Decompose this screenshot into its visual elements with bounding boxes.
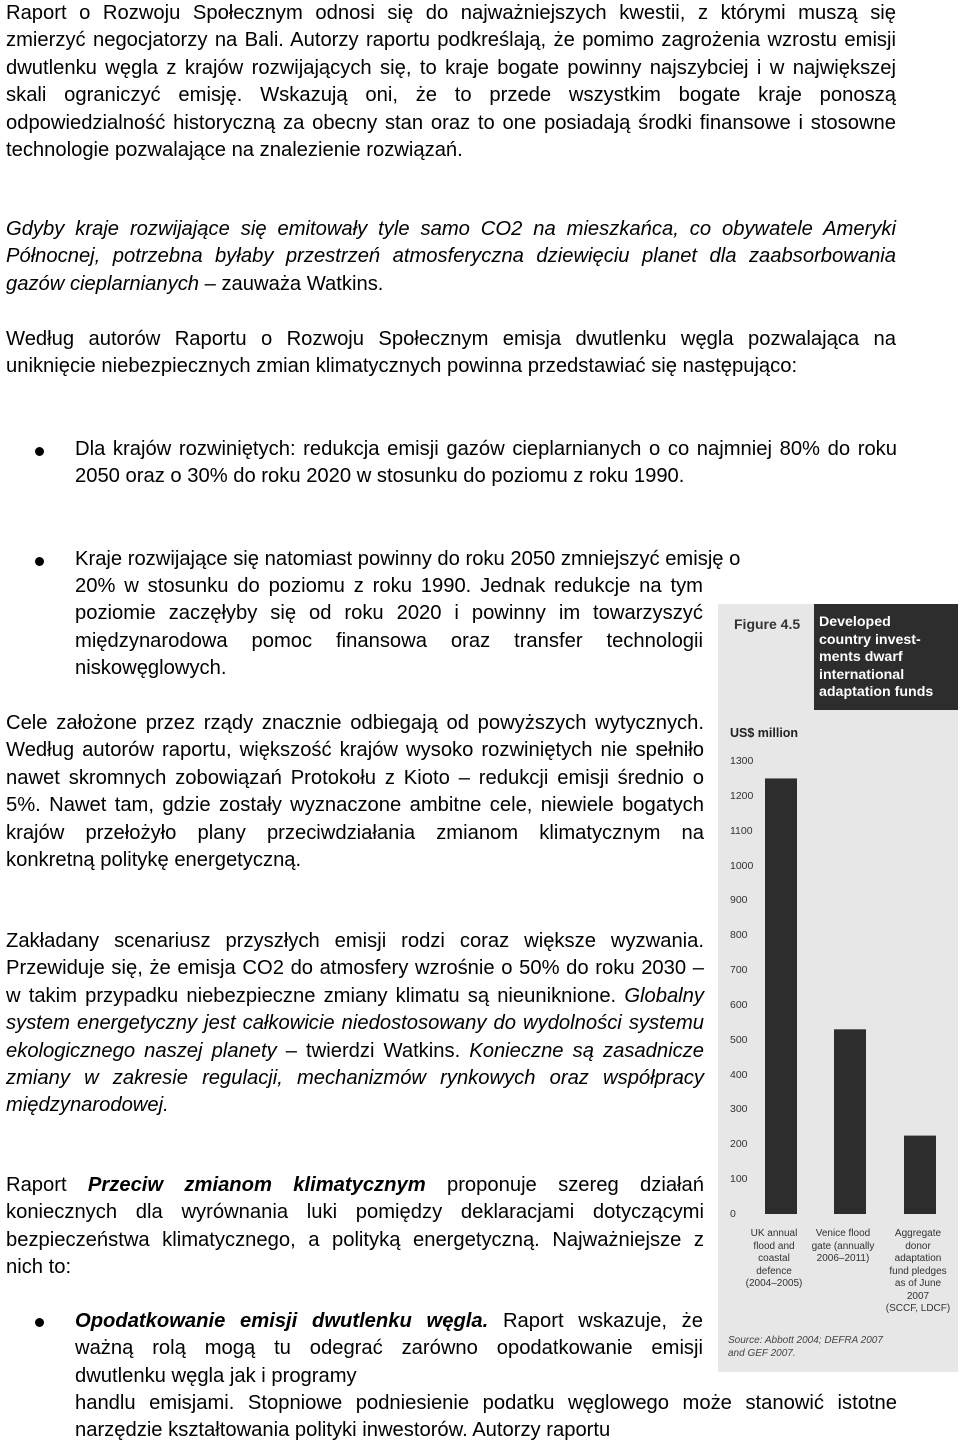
bullet-dot [35, 447, 44, 456]
y-tick-label: 300 [730, 1103, 748, 1116]
paragraph-watkins-quote [6, 216, 896, 298]
figure-title-line: ments dwarf [819, 649, 903, 665]
category-label-1 [734, 1228, 814, 1291]
paragraph-government-targets: Cele założone przez rządy znacznie odbiegają od powyższych wytycznych. Według autorów raportu, większość krajów wysoko rozwiniętych nie spełniło nawet skromnych zobowiązań Protokołu z Kioto – redukcji emisji średnio o 5%. Nawet tam, gdzie zostały wyznaczone ambitne cele, niewiele bogatych krajów przełożyło plany przeciwdziałania zmianom klimatycznym na konkretną politykę energetyczną. [6, 712, 704, 872]
watkins-attribution: – twierdzi Watkins. [276, 1039, 470, 1062]
category-label-line: defence [756, 1265, 792, 1277]
source-line: and GEF 2007. [728, 1348, 796, 1359]
energy-system-quote: Globalny system energetyczny jest całkowicie niedostosowany do wydolności systemu ekologicznego naszej planety [6, 984, 704, 1062]
category-label-line: UK annual [750, 1228, 798, 1239]
paragraph-report-proposals [6, 1172, 704, 1282]
y-tick-label: 900 [730, 894, 748, 907]
bullet-carbon-tax-continued: handlu emisjami. Stopniowe podniesienie podatku węglowego może stanowić istotne narzędzie kształtowania polityki inwestorów. Autorzy raportu [75, 1392, 897, 1442]
category-label-line: coastal [758, 1253, 790, 1264]
bullet-developing-countries-line1: Kraje rozwijające się natomiast powinny do roku 2050 zmniejszyć emisję o [75, 548, 741, 570]
y-tick-label: 0 [730, 1208, 736, 1220]
source-line: Source: Abbott 2004; DEFRA 2007 [728, 1335, 883, 1346]
report-proposals-end: proponuje szereg działań koniecznych dla wyrównania luki pomiędzy deklaracjami dotyczącymi bezpieczeństwa klimatycznego, a polityką energetyczną. Najważniejsze z nich to: [6, 1174, 704, 1279]
paragraph-emission-targets-intro: Według autorów Raportu o Rozwoju Społecznym emisja dwutlenku węgla pozwalająca na uniknięcie niebezpiecznych zmian klimatycznych powinna przedstawiać się następująco: [6, 328, 896, 378]
figure-title-line: Developed [819, 614, 891, 630]
category-label-line: (SCCF, LDCF) [885, 1303, 951, 1314]
y-tick-label: 600 [730, 998, 748, 1011]
y-tick-label: 800 [730, 929, 748, 942]
category-label-line: 2006–2011) [816, 1253, 870, 1264]
paragraph-bali-negotiations: Raport o Rozwoju Społecznym odnosi się do najważniejszych kwestii, z którymi muszą się zmierzyć negocjatorzy na Bali. Autorzy raportu podkreślają, że pomimo zagrożenia wzrostu emisji dwutlenku węgla z krajów rozwijających się, to kraje bogate powinny najszybciej i w największej skali ograniczyć emisję. Wskazują oni, że to przede wszystkim bogate kraje ponoszą odpowiedzialność historyczną za obecny stan oraz to one posiadają środki finansowe i stosowne technologie pozwalające na znalezienie rozwiązań. [6, 2, 896, 162]
carbon-tax-heading: Opodatkowanie emisji dwutlenku węgla. [75, 1310, 489, 1332]
bar-3 [904, 1136, 936, 1214]
watkins-quote-attribution: – zauważa Watkins. [199, 272, 384, 295]
bullet-dot [35, 557, 44, 566]
category-label-line: fund pledges [889, 1265, 947, 1277]
bar-1 [765, 778, 797, 1214]
future-emissions-text: Zakładany scenariusz przyszłych emisji rodzi coraz większe wyzwania. Przewiduje się, że emisja CO2 do atmosfery wzrośnie o 50% do roku 2030 – w takim przypadku niebezpieczne zmiany klimatu są nieuniknione. [6, 930, 704, 1007]
regulation-quote: Konieczne są zasadnicze zmiany w zakresie regulacji, mechanizmów rynkowych oraz współpracy międzynarodowej. [6, 1039, 704, 1117]
watkins-quote-italic: Gdyby kraje rozwijające się emitowały tyle samo CO2 na mieszkańca, co obywatele Ameryki Północnej, potrzebna byłaby przestrzeń atmosferyczna dziewięciu planet dla zaabsorbowania gazów cieplarnianych [6, 218, 896, 295]
bullet-carbon-tax [75, 1308, 703, 1390]
y-tick-label: 1300 [730, 755, 754, 767]
report-proposals-start: Raport [6, 1174, 88, 1196]
paragraph-future-emissions [6, 928, 704, 1120]
y-tick-label: 700 [730, 964, 748, 977]
y-tick-label: 1100 [730, 824, 753, 837]
bullet-dot [35, 1318, 44, 1327]
carbon-tax-text: Raport wskazuje, że ważną rolą mogą tu odegrać zarówno opodatkowanie emisji dwutlenku węgla jak i programy [75, 1310, 703, 1387]
category-label-line: 2007 [906, 1290, 930, 1302]
category-label-line: adaptation [894, 1253, 942, 1264]
y-axis-unit-label: US$ million [730, 726, 799, 740]
figure-title-line: international [819, 666, 905, 683]
figure-source [728, 1334, 883, 1360]
category-label-line: flood and [753, 1240, 795, 1252]
y-tick-label: 200 [730, 1138, 748, 1151]
category-label-2 [803, 1228, 883, 1266]
y-tick-label: 1000 [730, 859, 754, 872]
figure-title-line: adaptation funds [819, 684, 934, 700]
y-tick-label: 400 [730, 1068, 748, 1081]
y-tick-label: 500 [730, 1033, 748, 1046]
bullet-developing-countries-rest: 20% w stosunku do poziomu z roku 1990. Jednak redukcje na tym poziomie zaczęłyby się od roku 2020 i powinny im towarzyszyć międzynarodowa pomoc finansowa oraz transfer technologii niskowęglowych. [75, 575, 703, 680]
category-label-line: gate (annually [811, 1240, 875, 1252]
category-label-3 [878, 1228, 958, 1316]
category-label-line: Aggregate [894, 1228, 942, 1239]
y-tick-label: 1200 [730, 789, 754, 802]
figure-4-5 [718, 604, 958, 1372]
figure-label: Figure 4.5 [734, 616, 801, 632]
figure-title-line: country invest- [819, 631, 921, 648]
category-label-line: Venice flood [815, 1228, 871, 1239]
report-title: Przeciw zmianom klimatycznym [87, 1174, 426, 1196]
category-label-line: donor [905, 1240, 931, 1252]
category-label-line: (2004–2005) [745, 1278, 803, 1289]
bullet-developed-countries: Dla krajów rozwiniętych: redukcja emisji gazów cieplarnianych o co najmniej 80% do roku 2050 oraz o 30% do roku 2020 w stosunku do poziomu z roku 1990. [75, 438, 897, 488]
category-label-line: as of June [894, 1278, 942, 1289]
y-tick-label: 100 [730, 1173, 748, 1186]
bar-2 [834, 1029, 866, 1214]
